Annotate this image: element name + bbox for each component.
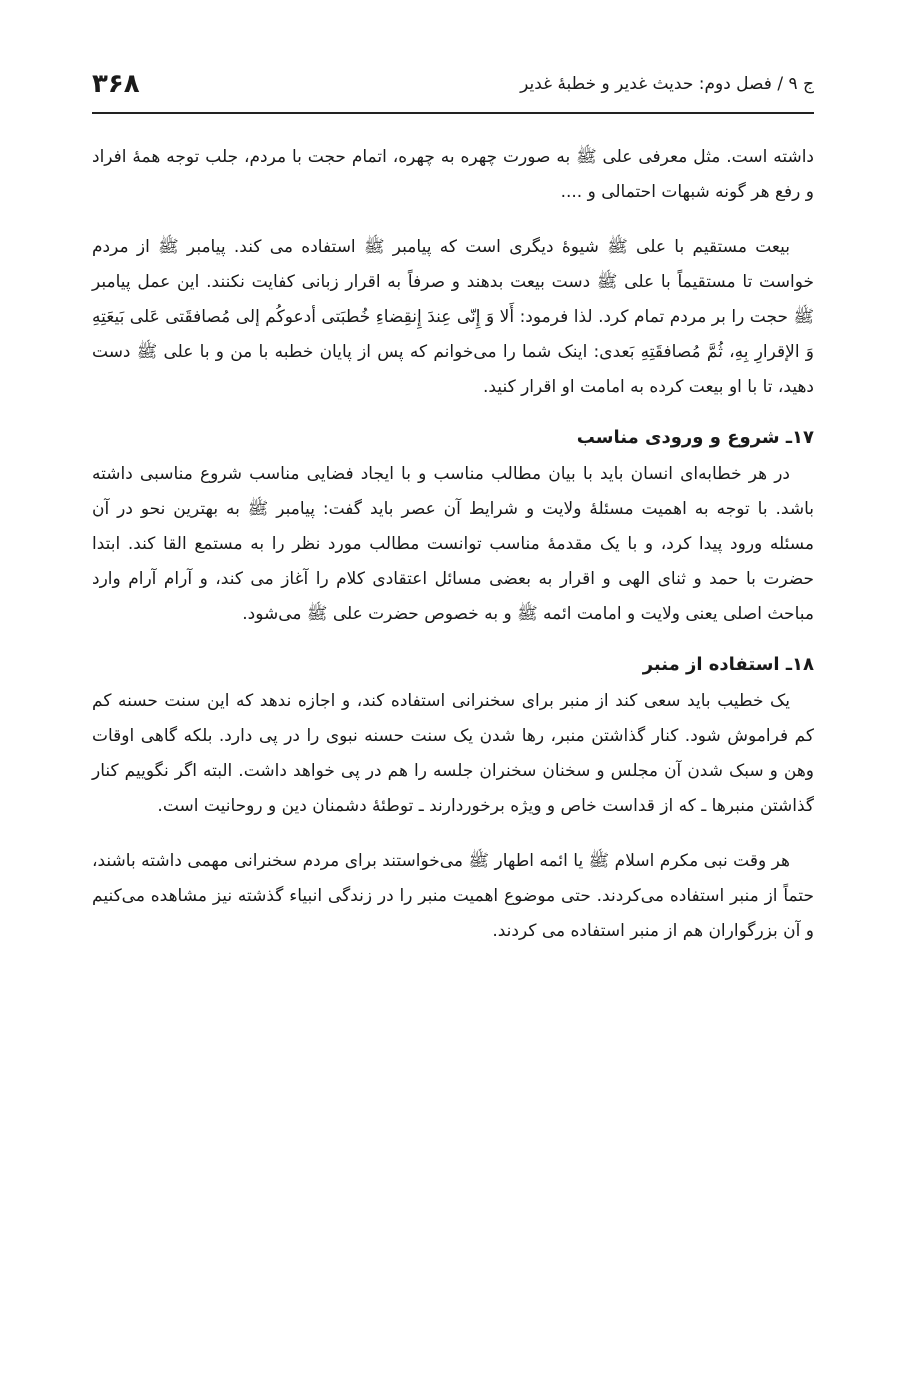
page-content [92, 140, 814, 949]
book-page [92, 62, 814, 949]
running-header [92, 62, 814, 114]
paragraph-bayat: بیعت مستقیم با علی ﷺ شیوهٔ دیگری است که پیامبر ﷺ استفاده می کند. پیامبر ﷺ از مردم خواست تا مستقیماً با علی ﷺ دست بیعت بدهند و صرفاً به اقرار زبانی کفایت نکنند. این عمل پیامبر ﷺ حجت را بر مردم تمام کرد. لذا فرمود: أَلا وَ إِنّی عِندَ إِنقِضاءِ خُطبَتی أدعوکُم إلی مُصافقَتی عَلی بَیعَتِهِ وَ الإقرارِ بِهِ، ثُمَّ مُصافقَتِهِ بَعدی: اینک شما را می‌خوانم که پس از پایان خطبه با من و با علی ﷺ دست دهید، تا با او بیعت کرده به امامت او اقرار کنید. [92, 237, 814, 397]
section-heading-18: ۱۸ـ استفاده از منبر [642, 654, 814, 675]
paragraph-minbar: یک خطیب باید سعی کند از منبر برای سخنرانی استفاده کند، و اجازه ندهد که این سنت حسنه کم کم فراموش شود. کنار گذاشتن منبر، رها شدن یک سنت حسنه نبوی را در پی دارد. بلکه گاهی اوقات وهن و سبک شدن آن مجلس و سخنان سخنران جلسه را هم در پی خواهد داشت. البته اگر نگوییم کنار گذاشتن منبرها ـ که از قداست خاص و ویژه برخوردارند ـ توطئهٔ دشمنان دین و روحانیت است. [92, 691, 814, 816]
paragraph-minbar-history: هر وقت نبی مکرم اسلام ﷺ یا ائمه اطهار ﷺ می‌خواستند برای مردم سخنرانی مهمی داشته باشند، حتماً از منبر استفاده می‌کردند. حتی موضوع اهمیت منبر را در زندگی انبیاء گذشته نیز مشاهده می‌کنیم و آن بزرگواران هم از منبر استفاده می کردند. [92, 851, 814, 941]
section-heading-17: ۱۷ـ شروع و ورودی مناسب [576, 427, 814, 448]
header-title: ج ۹ / فصل دوم: حدیث غدیر و خطبهٔ غدیر [520, 73, 814, 94]
page-number: ۳۶۸ [92, 69, 140, 99]
paragraph-continuation: داشته است. مثل معرفی علی ﷺ به صورت چهره به چهره، اتمام حجت با مردم، جلب توجه همهٔ افراد و رفع هر گونه شبهات احتمالی و .... [92, 147, 814, 202]
paragraph-opening: در هر خطابه‌ای انسان باید با بیان مطالب مناسب و با ایجاد فضایی مناسب شروع مناسبی داشته باشد. با توجه به اهمیت مسئلهٔ ولایت و شرایط آن عصر باید گفت: پیامبر ﷺ به بهترین نحو در آن مسئله ورود پیدا کرد، و با یک مقدمهٔ مناسب توانست مطالب مورد نظر را به مستمع القا کند. ابتدا حضرت با حمد و ثنای الهی و اقرار به بعضی مسائل اعتقادی کلام را آغاز می کند، و آرام آرام وارد مباحث اصلی یعنی ولایت و امامت ائمه ﷺ و به خصوص حضرت علی ﷺ می‌شود. [92, 464, 814, 624]
